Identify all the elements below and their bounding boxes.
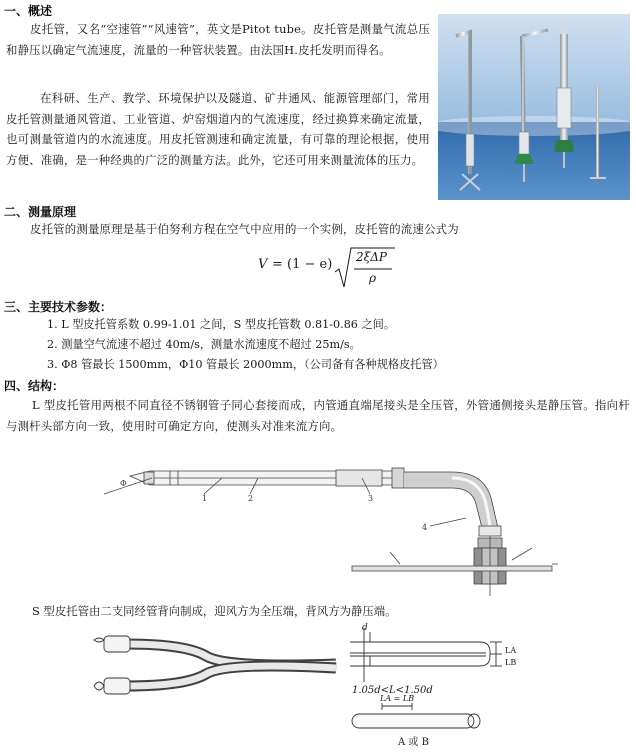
overview-para-2: 在科研、生产、教学、环境保护以及隧道、矿井通风、能源管理部门，常用皮托管测量通风管道、工业管道、炉窑烟道内的气流速度，经过换算来确定流量，也可测量管道内的水流速度。用皮托管测速和确定流量，有可靠的理论根据，使用方便、准确，是一种经典的广泛的测量方法。此外，它还可用来测量流体的压力。: [6, 91, 430, 167]
svg-text:4: 4: [422, 523, 428, 532]
l-type-pitot-drawing: [100, 456, 560, 596]
svg-text:3: 3: [368, 494, 374, 503]
formula-denominator: ρ: [369, 271, 377, 285]
overview-heading: 一、概述: [4, 4, 53, 18]
a-or-b-label: A 或 B: [398, 737, 429, 748]
formula-lhs: V: [258, 257, 268, 272]
param-item: 3. Φ8 管最长 1500mm，Φ10 管最长 2000mm，（公司备有各种规格皮托管）: [47, 358, 444, 371]
pitot-tubes-photo: [438, 14, 630, 200]
la-label: LA: [505, 646, 517, 655]
lb-label: LB: [505, 658, 517, 667]
svg-text:Φ: Φ: [120, 479, 127, 488]
l-type-description: L 型皮托管用两根不同直径不锈钢管子同心套接而成，内管通直端尾接头是全压管，外管通侧接头是静压管。指向杆与测杆头部方向一致，使用时可确定方向，使测头对准来流方向。: [6, 398, 630, 433]
length-ratio-label: 1.05d<L<1.50d: [352, 685, 433, 696]
principle-text: 皮托管的测量原理是基于伯努利方程在空气中应用的一个实例，皮托管的流速公式为: [30, 222, 459, 236]
la-equals-lb-label: LA = LB: [380, 694, 415, 703]
principle-heading: 二、测量原理: [4, 205, 77, 219]
param-item: 1. L 型皮托管系数 0.99-1.01 之间，S 型皮托管数 0.81-0.86 之间。: [47, 318, 396, 331]
formula-coefficient: = (1 − e): [272, 257, 333, 272]
params-heading: 三、主要技术参数：: [4, 300, 113, 314]
flow-velocity-formula: [258, 246, 398, 290]
svg-text:1: 1: [202, 494, 208, 503]
structure-heading: 四、结构：: [4, 379, 65, 393]
svg-text:2: 2: [248, 494, 254, 503]
diameter-label: d: [362, 623, 368, 633]
tip-end-view: [346, 700, 496, 734]
overview-para-1: 皮托管，又名“空速管”“风速管”，英文是Pitot tube。皮托管是测量气流总压和静压以确定气流速度，流量的一种管状装置。由法国H.皮托发明而得名。: [6, 22, 430, 57]
param-item: 2. 测量空气流速不超过 40m/s，测量水流速度不超过 25m/s。: [47, 338, 361, 351]
s-type-pitot-drawing: [86, 628, 342, 704]
formula-numerator: 2ξΔP: [356, 250, 387, 264]
s-type-tip-detail: [350, 626, 520, 682]
s-type-description: S 型皮托管由二支同经管背向制成，迎风方为全压端，背风方为静压端。: [32, 604, 397, 618]
